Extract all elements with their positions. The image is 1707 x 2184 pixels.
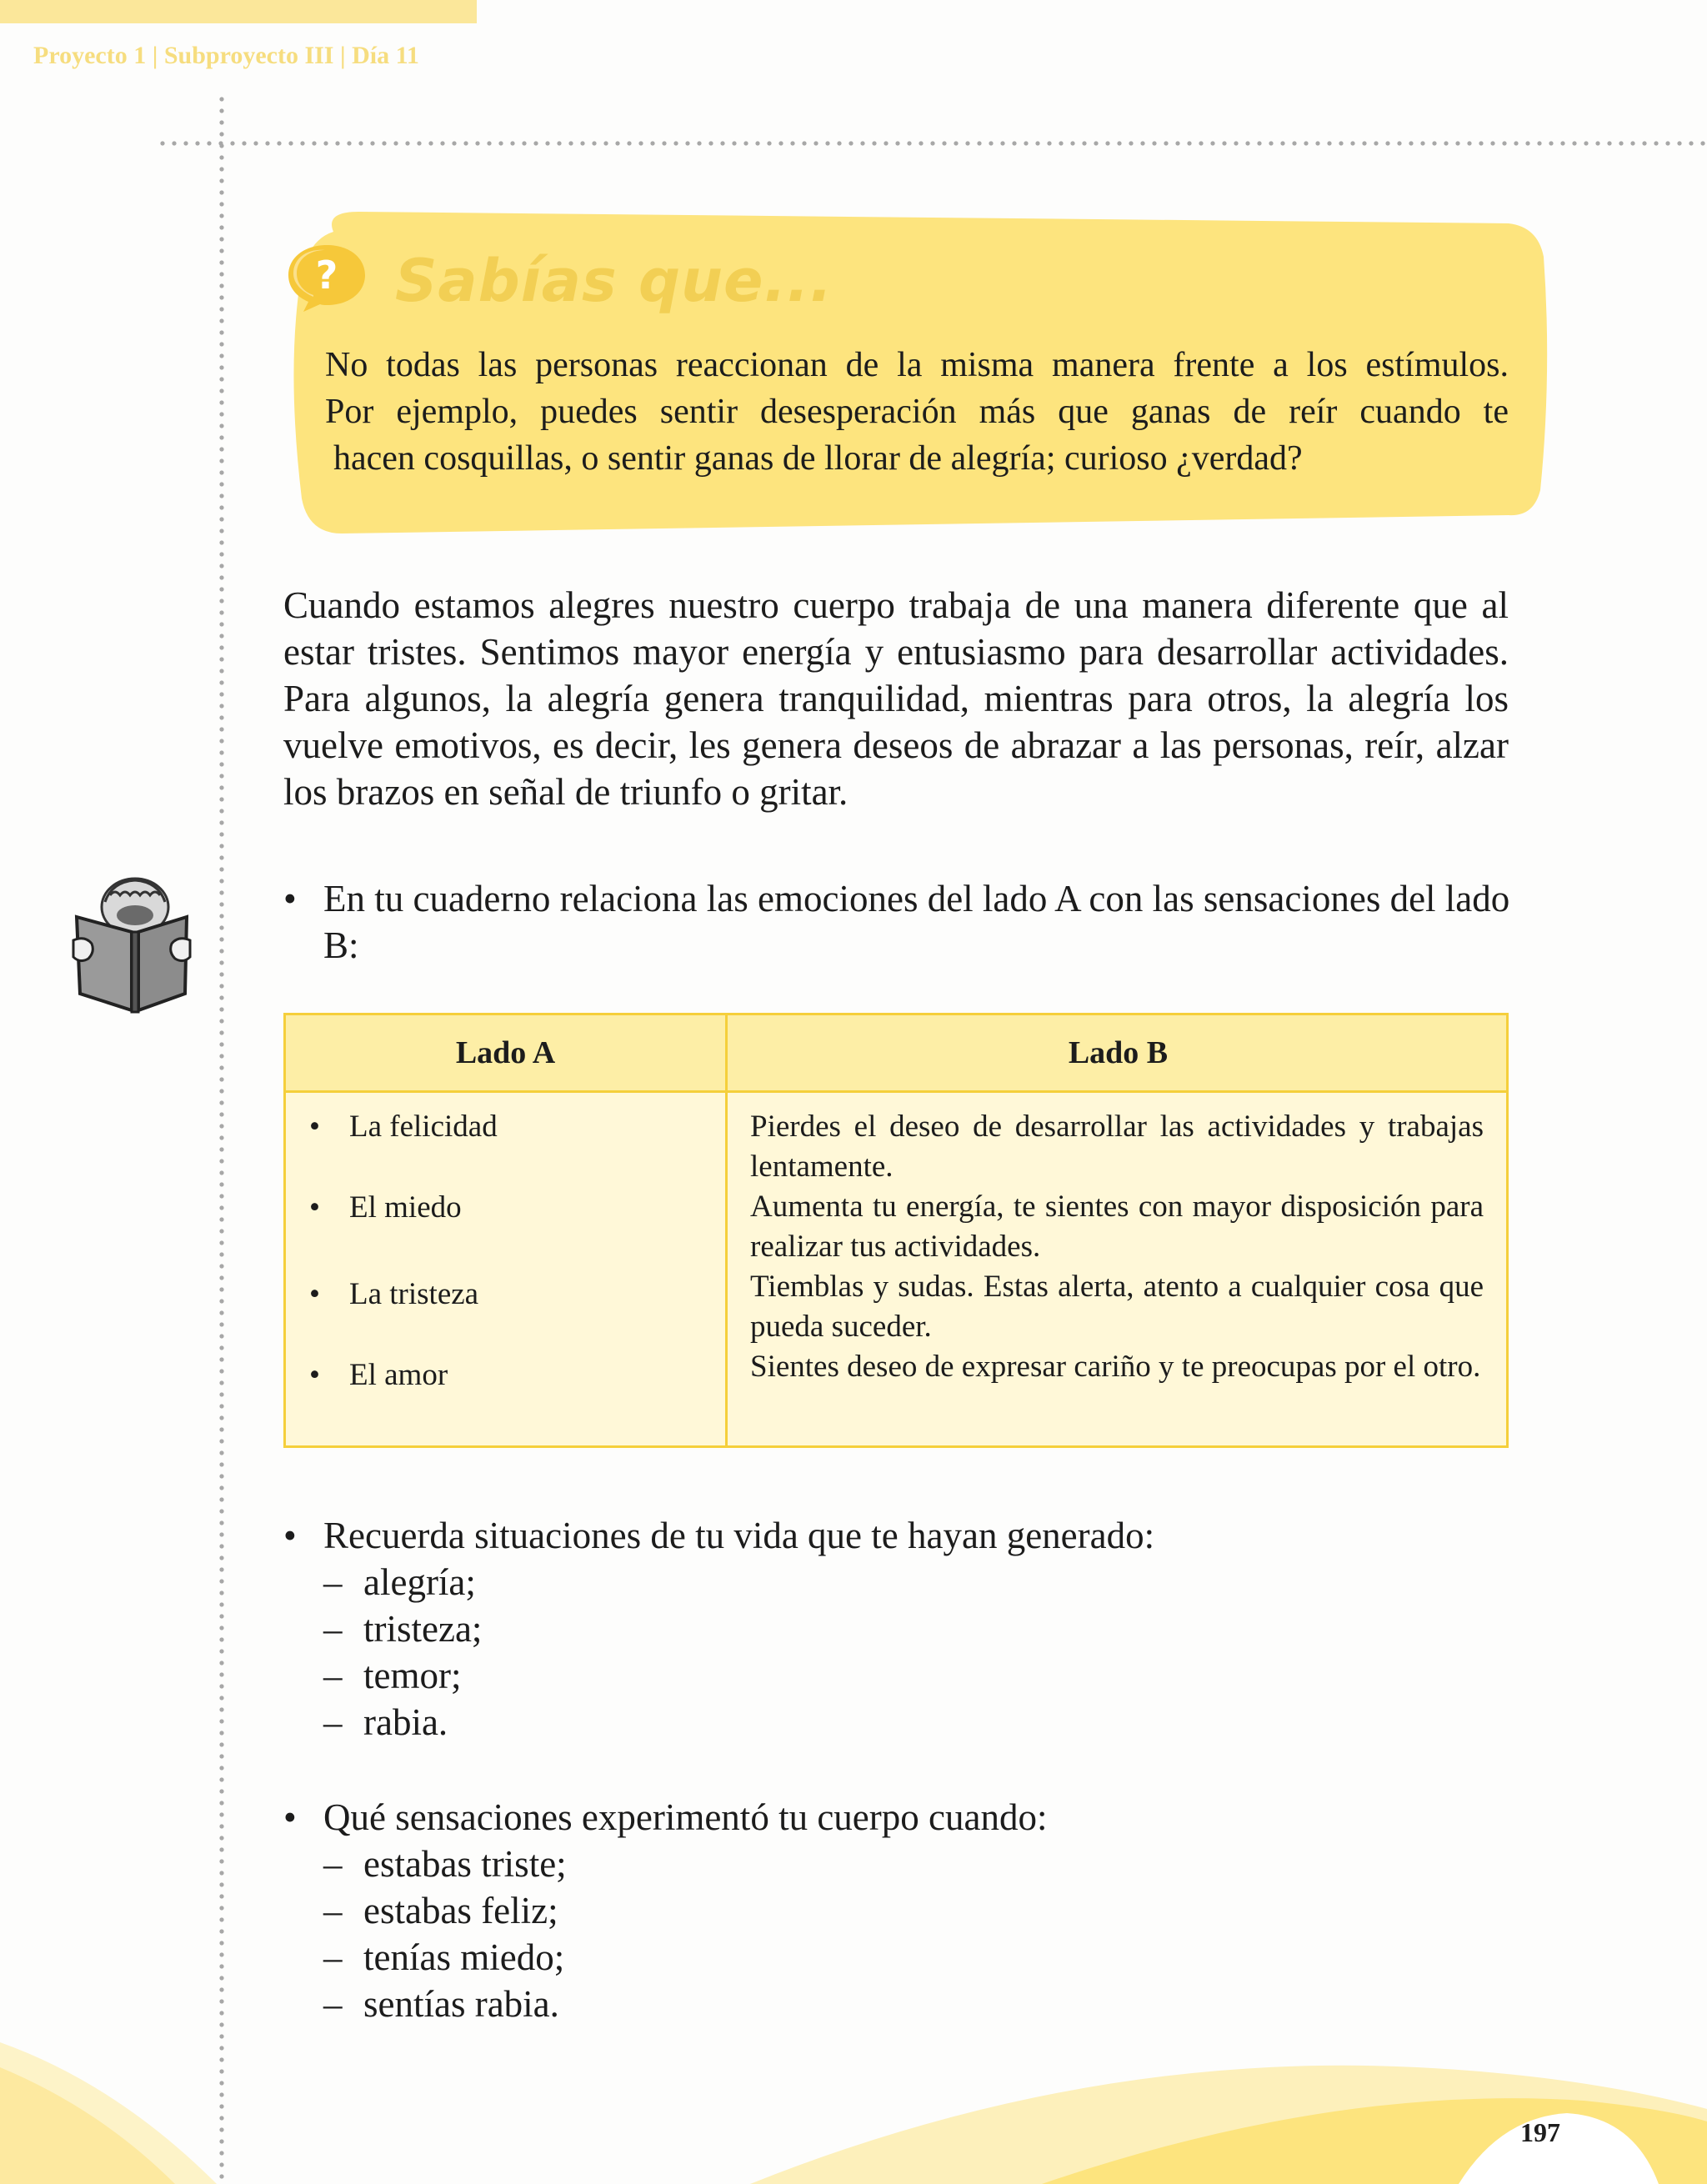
lado-b-item: Aumenta tu energía, te sientes con mayor disposición para realizar tus actividades. (750, 1190, 1484, 1264)
list-item: – estabas feliz; (323, 1890, 558, 1931)
list-item: – alegría; (323, 1561, 476, 1603)
table-header-lado-a: Lado A (455, 1035, 556, 1070)
list-item: – rabia. (323, 1701, 448, 1743)
sabias-line: No todas las personas reaccionan de la misma manera frente a los estímulos. (325, 346, 1509, 384)
recall-list (283, 1512, 1450, 1746)
list-item: – tenías miedo; (323, 1936, 565, 1978)
horizontal-dotted-divider (157, 140, 1707, 147)
instruction-text: En tu cuaderno relaciona las emociones del lado A con las sensaciones del lado B: (323, 878, 1510, 966)
question-bubble-icon (285, 242, 368, 313)
list-item: – estabas triste; (323, 1843, 567, 1885)
bullet-marker: • (309, 1358, 320, 1392)
bullet-marker: • (283, 1796, 297, 1838)
vertical-dotted-divider (219, 93, 224, 2184)
lado-a-item: • El miedo (309, 1190, 462, 1225)
emotions-table (283, 1013, 1509, 1448)
page-number: 197 (1520, 2117, 1560, 2147)
sabias-que-text (325, 342, 1509, 482)
intro-paragraph: Cuando estamos alegres nuestro cuerpo trabaja de una manera diferente que al estar tristes. Sentimos mayor energía y entusiasmo para desarrollar actividades. Para algunos, la alegría genera tranquilidad, mientras para otros, la alegría los vuelve emotivos, es decir, les genera deseos de abrazar a las personas, reír, alzar los brazos en señal de triunfo o gritar. (283, 584, 1509, 813)
bullet-marker: • (283, 878, 297, 919)
sabias-que-title: Sabías que... (395, 247, 833, 315)
question-glyph: ? (315, 253, 338, 298)
running-header: Proyecto 1 | Subproyecto III | Día 11 (33, 42, 419, 69)
bullet-marker: • (283, 1515, 297, 1556)
list-item: – sentías rabia. (323, 1983, 559, 2025)
child-reading-book-icon (70, 870, 195, 1020)
lado-a-item: • La felicidad (309, 1110, 498, 1144)
instruction-bullet (283, 875, 1517, 969)
list-item: – temor; (323, 1655, 462, 1696)
bottom-wave-decoration (0, 1942, 1707, 2184)
lado-b-cell (750, 1107, 1484, 1387)
lado-b-item: Pierdes el deseo de desarrollar las actividades y trabajas lentamente. (750, 1110, 1484, 1184)
table-header-lado-b: Lado B (1068, 1035, 1169, 1070)
lado-b-item: Tiemblas y sudas. Estas alerta, atento a cualquier cosa que pueda suceder. (750, 1270, 1484, 1344)
bullet-marker: • (309, 1277, 320, 1311)
list-item: – tristeza; (323, 1608, 483, 1650)
lado-b-item: Sientes deseo de expresar cariño y te preocupas por el otro. (750, 1350, 1481, 1384)
lado-a-item: • El amor (309, 1358, 448, 1392)
recall-prompt: Recuerda situaciones de tu vida que te hayan generado: (323, 1515, 1155, 1556)
top-accent-bar (0, 0, 477, 23)
sabias-line: hacen cosquillas, o sentir ganas de llorar de alegría; curioso ¿verdad? (333, 439, 1303, 478)
bullet-marker: • (309, 1190, 320, 1225)
bullet-marker: • (309, 1110, 320, 1144)
lado-a-item: • La tristeza (309, 1277, 479, 1311)
sensations-prompt: Qué sensaciones experimentó tu cuerpo cuando: (323, 1796, 1048, 1838)
sabias-line: Por ejemplo, puedes sentir desesperación más que ganas de reír cuando te (325, 393, 1509, 431)
